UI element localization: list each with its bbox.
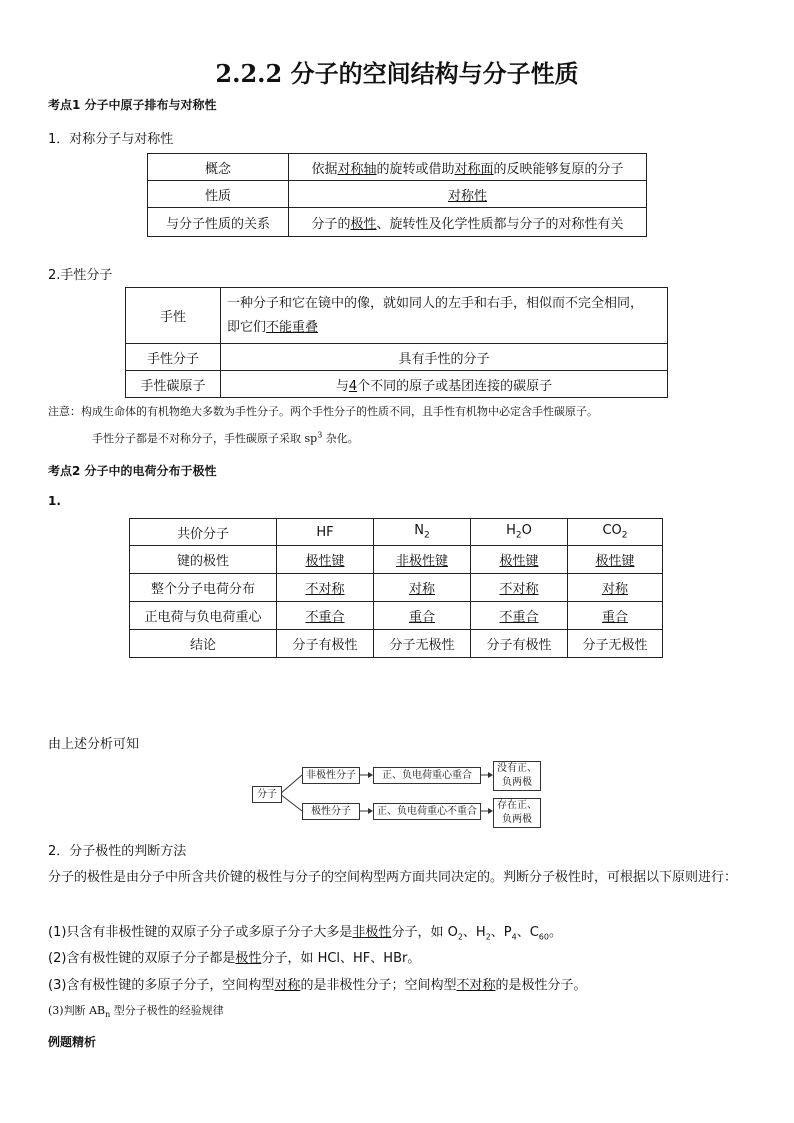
subheading-judge: 2．分子极性的判断方法	[48, 844, 187, 859]
rule-1: (1)只含有非极性键的双原子分子或多原子分子大多是非极性分子，如 $O_2$、$H_2$、$P_4$、$C_{60}$。	[48, 925, 562, 942]
cell: 性质	[148, 181, 289, 208]
connector-line	[280, 775, 302, 794]
subheading-chirality: 2.手性分子	[48, 268, 113, 283]
cell: 不对称	[277, 574, 374, 602]
section-heading-1: 考点1 分子中原子排布与对称性	[48, 98, 217, 112]
cell: 重合	[568, 602, 663, 630]
symmetry-table	[147, 153, 647, 237]
diagram-polar-result: 存在正、 负两极	[493, 798, 541, 828]
cell: 整个分子电荷分布	[130, 574, 277, 602]
cell: 与4个不同的原子或基团连接的碳原子	[221, 371, 668, 398]
cell: $N_2$	[374, 519, 471, 546]
rule-2: (2)含有极性键的双原子分子都是极性分子，如 HCl、HF、HBr。	[48, 951, 421, 966]
diagram-root: 分子	[252, 786, 282, 803]
section-heading-2: 考点2 分子中的电荷分布于极性	[48, 464, 217, 478]
cell: 手性碳原子	[126, 371, 221, 398]
cell: 极性键	[277, 546, 374, 574]
cell: 不重合	[471, 602, 568, 630]
cell: 手性分子	[126, 344, 221, 371]
cell: 分子无极性	[568, 630, 663, 658]
cell: 极性键	[568, 546, 663, 574]
polarity-table	[129, 518, 663, 658]
cell: 一种分子和它在镜中的像，就如同人的左手和右手，相似而不完全相同， 即它们不能重叠	[221, 288, 668, 344]
cell: 不重合	[277, 602, 374, 630]
cell: 键的极性	[130, 546, 277, 574]
cell: 分子有极性	[277, 630, 374, 658]
item-number: 1.	[48, 494, 61, 508]
page-title: 2.2.2 分子的空间结构与分子性质	[215, 59, 579, 88]
cell: $H_2O$	[471, 519, 568, 546]
cell: 手性	[126, 288, 221, 344]
diagram-nonpolar-result: 没有正、 负两极	[493, 761, 541, 791]
cell: 具有手性的分子	[221, 344, 668, 371]
cell: 正电荷与负电荷重心	[130, 602, 277, 630]
example-heading: 例题精析	[48, 1035, 97, 1049]
cell: 结论	[130, 630, 277, 658]
diagram-polar: 极性分子	[302, 803, 360, 820]
connector-line	[280, 794, 302, 811]
cell: 对称性	[289, 181, 647, 208]
subheading-symmetry: 1．对称分子与对称性	[48, 132, 174, 147]
diagram-nonpolar: 非极性分子	[302, 767, 360, 784]
note-line-1: 注意：构成生命体的有机物绝大多数为手性分子。两个手性分子的性质不同，且手性有机物中必定含手性碳原子。	[48, 405, 598, 418]
cell: 对称	[568, 574, 663, 602]
cell: 分子有极性	[471, 630, 568, 658]
cell: 对称	[374, 574, 471, 602]
cell: 极性键	[471, 546, 568, 574]
cell: 共价分子	[130, 519, 277, 546]
chirality-table	[125, 287, 668, 398]
cell: $CO_2$	[568, 519, 663, 546]
rule-paragraph: 分子的极性是由分子中所含共价键的极性与分子的空间构型两方面共同决定的。判断分子极性时，可根据以下原则进行：	[48, 870, 738, 885]
diagram-nonpolar-condition: 正、负电荷重心重合	[373, 767, 481, 784]
cell: 分子的极性、旋转性及化学性质都与分子的对称性有关	[289, 208, 647, 237]
rule-4: (3)判断 $AB_n$ 型分子极性的经验规律	[48, 1004, 224, 1020]
cell: 分子无极性	[374, 630, 471, 658]
cell: 非极性键	[374, 546, 471, 574]
cell: 不对称	[471, 574, 568, 602]
cell: 概念	[148, 154, 289, 181]
diagram-polar-condition: 正、负电荷重心不重合	[373, 803, 481, 820]
cell: 与分子性质的关系	[148, 208, 289, 237]
cell: HF	[277, 519, 374, 546]
note-line-2: 手性分子都是不对称分子，手性碳原子采取 $sp^3$ 杂化。	[92, 430, 359, 445]
conclusion-intro: 由上述分析可知	[48, 737, 140, 752]
cell: 重合	[374, 602, 471, 630]
rule-3: (3)含有极性键的多原子分子，空间构型对称的是非极性分子；空间构型不对称的是极性分子。	[48, 978, 587, 993]
cell: 依据对称轴的旋转或借助对称面的反映能够复原的分子	[289, 154, 647, 181]
